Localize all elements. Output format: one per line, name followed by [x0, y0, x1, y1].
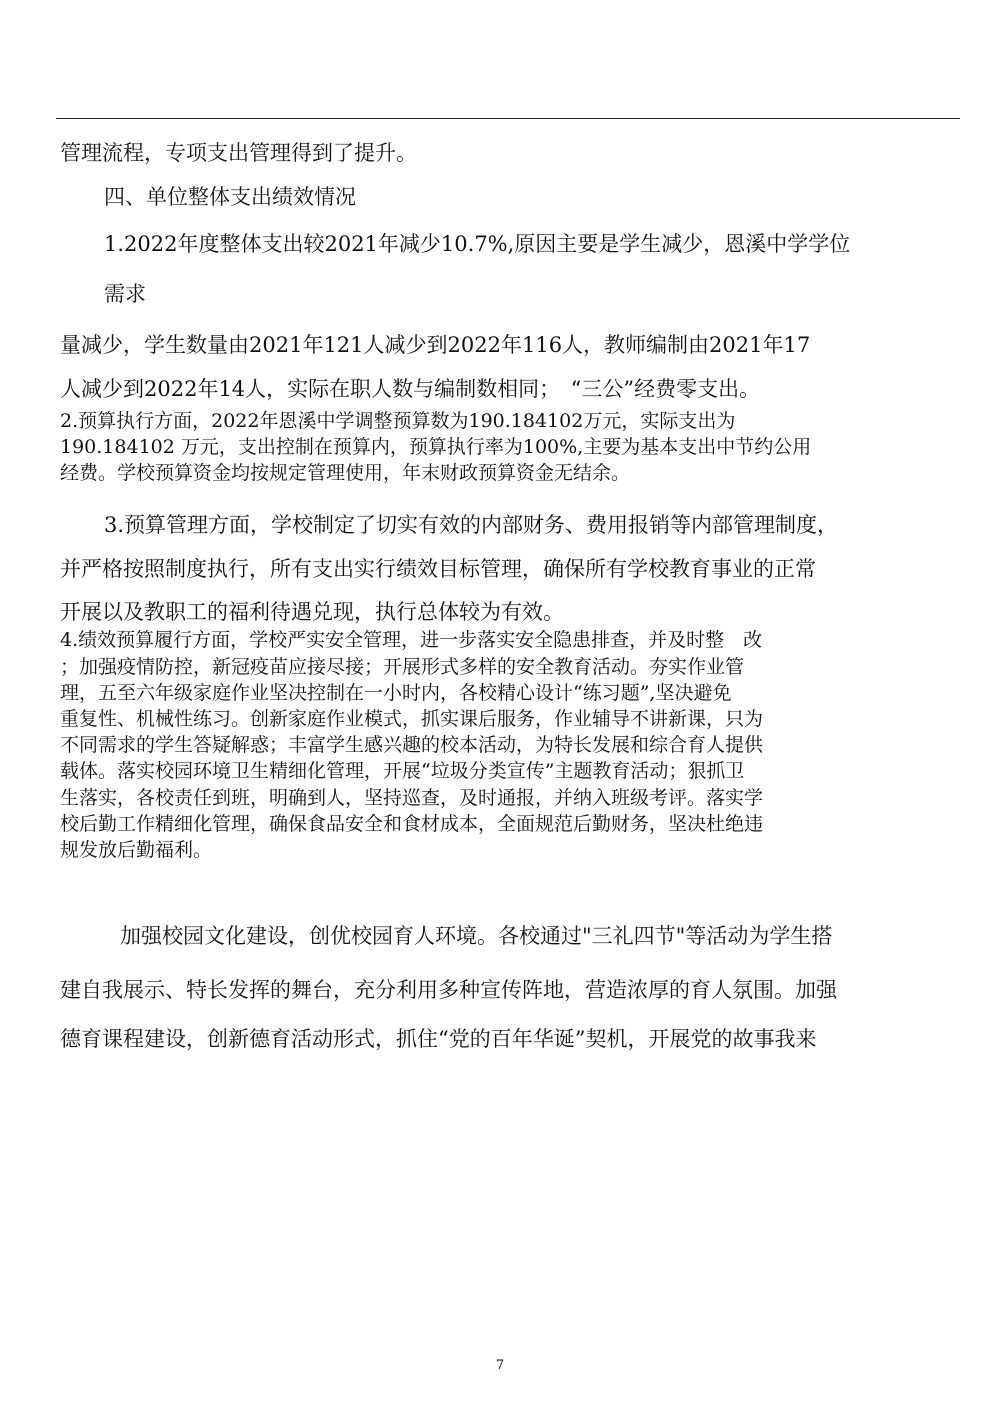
- text-line: 管理流程，专项支出管理得到了提升。: [60, 141, 417, 165]
- text-line: 重复性、机械性练习。创新家庭作业模式，抓实课后服务，作业辅导不讲新课，只为: [60, 708, 764, 730]
- text-line: 理，五至六年级家庭作业坚决控制在一小时内，各校精心设计“练习题”,坚决避免: [60, 682, 732, 704]
- text-line: 需求: [104, 282, 146, 306]
- text-line: 量减少，学生数量由2021年121人减少到2022年116人，教师编制由2021年17: [60, 333, 811, 357]
- text-line: 3.预算管理方面，学校制定了切实有效的内部财务、费用报销等内部管理制度，: [104, 513, 839, 537]
- text-line: 规发放后勤福利。: [60, 839, 213, 861]
- text-line: 载体。落实校园环境卫生精细化管理，开展“垃圾分类宣传”主题教育活动；狠抓卫: [60, 760, 745, 782]
- section-heading: 四、单位整体支出绩效情况: [104, 185, 356, 209]
- text-line: 加强校园文化建设，创优校园育人环境。各校通过"三礼四节"等活动为学生搭: [120, 924, 833, 948]
- text-line: 校后勤工作精细化管理，确保食品安全和食材成本，全面规范后勤财务，坚决杜绝违: [60, 813, 764, 835]
- text-line: 生落实，各校责任到班，明确到人，坚持巡查，及时通报，并纳入班级考评。落实学: [60, 787, 764, 809]
- header-rule: [56, 118, 960, 119]
- text-line: 190.184102 万元，支出控制在预算内，预算执行率为100%,主要为基本支出中节约公用: [60, 436, 812, 458]
- text-line: 人减少到2022年14人，实际在职人数与编制数相同； “三公”经费零支出。: [60, 377, 761, 401]
- text-line: 4.绩效预算履行方面，学校严实安全管理，进一步落实安全隐患排查，并及时整 改: [60, 629, 763, 651]
- text-line: 经费。学校预算资金均按规定管理使用，年末财政预算资金无结余。: [60, 462, 631, 484]
- text-line: 并严格按照制度执行，所有支出实行绩效目标管理，确保所有学校教育事业的正常: [60, 557, 816, 581]
- text-line: 不同需求的学生答疑解惑；丰富学生感兴趣的校本活动，为特长发展和综合育人提供: [60, 734, 764, 756]
- page-number: 7: [495, 1358, 505, 1373]
- text-line: 2.预算执行方面，2022年恩溪中学调整预算数为190.184102万元，实际支出为: [60, 410, 736, 432]
- text-line: 建自我展示、特长发挥的舞台，充分利用多种宣传阵地，营造浓厚的育人氛围。加强: [60, 978, 837, 1002]
- text-line: 德育课程建设，创新德育活动形式，抓住“党的百年华诞”契机，开展党的故事我来: [60, 1027, 817, 1051]
- text-line: 开展以及教职工的福利待遇兑现，执行总体较为有效。: [60, 600, 564, 624]
- text-line: ；加强疫情防控，新冠疫苗应接尽接；开展形式多样的安全教育活动。夯实作业管: [60, 656, 745, 678]
- text-line: 1.2022年度整体支出较2021年减少10.7%,原因主要是学生减少，恩溪中学学位: [104, 232, 851, 256]
